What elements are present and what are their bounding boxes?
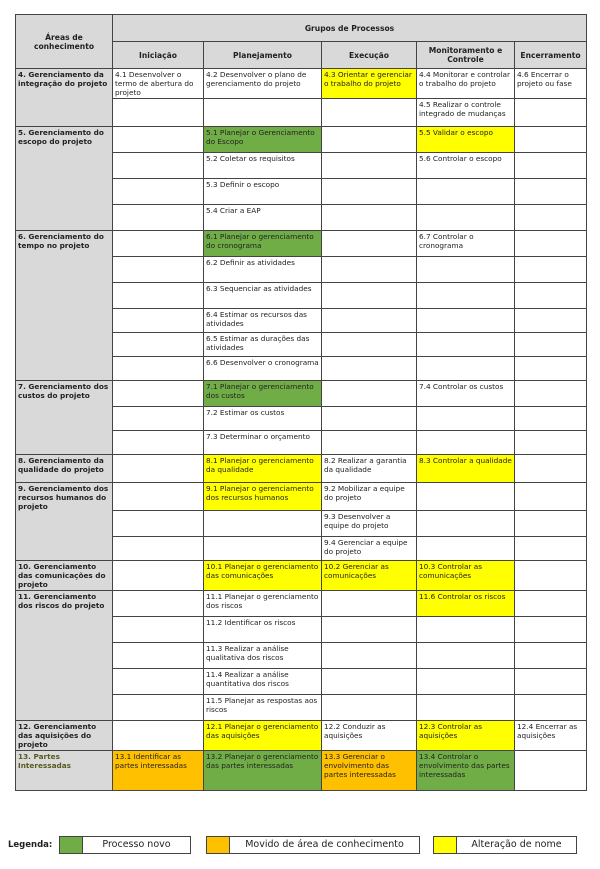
table-row <box>16 69 587 99</box>
process-cell-executing: 9.3 Desenvolver a equipe do projeto <box>322 511 417 537</box>
process-cell-planning: 6.5 Estimar as durações das atividades <box>204 333 322 357</box>
process-cell-planning: 4.2 Desenvolver o plano de gerenciamento do projeto <box>204 69 322 99</box>
process-cell-monitoring: 7.4 Controlar os custos <box>417 381 515 407</box>
process-cell-closing <box>515 407 587 431</box>
process-cell-closing <box>515 617 587 643</box>
process-cell-planning: 11.2 Identificar os riscos <box>204 617 322 643</box>
process-cell-initiating <box>113 283 204 309</box>
process-cell-initiating <box>113 381 204 407</box>
legend-item-renamed <box>433 836 577 854</box>
process-cell-monitoring: 10.3 Controlar as comunicações <box>417 561 515 591</box>
knowledge-area-cell: 7. Gerenciamento dos custos do projeto <box>16 381 113 455</box>
process-cell-initiating: 13.1 Identificar as partes interessadas <box>113 751 204 791</box>
process-cell-monitoring: 8.3 Controlar a qualidade <box>417 455 515 483</box>
process-cell-executing <box>322 283 417 309</box>
process-cell-initiating <box>113 591 204 617</box>
process-cell-executing <box>322 333 417 357</box>
knowledge-area-cell: 5. Gerenciamento do escopo do projeto <box>16 127 113 231</box>
process-cell-closing: 12.4 Encerrar as aquisições <box>515 721 587 751</box>
process-cell-closing <box>515 153 587 179</box>
process-cell-executing <box>322 231 417 257</box>
process-cell-closing <box>515 231 587 257</box>
process-cell-initiating <box>113 537 204 561</box>
col-header-planning: Planejamento <box>204 42 322 69</box>
process-cell-executing: 10.2 Gerenciar as comunicações <box>322 561 417 591</box>
process-cell-planning <box>204 511 322 537</box>
process-cell-planning <box>204 99 322 127</box>
legend <box>8 836 588 856</box>
process-cell-monitoring: 5.6 Controlar o escopo <box>417 153 515 179</box>
table-row <box>16 483 587 511</box>
process-cell-executing: 8.2 Realizar a garantia da qualidade <box>322 455 417 483</box>
process-cell-monitoring <box>417 643 515 669</box>
knowledge-area-cell: 12. Gerenciamento das aquisições do projeto <box>16 721 113 751</box>
process-cell-planning: 7.3 Determinar o orçamento <box>204 431 322 455</box>
process-cell-planning <box>204 537 322 561</box>
process-cell-executing <box>322 591 417 617</box>
process-groups-header: Grupos de Processos <box>113 15 587 42</box>
process-cell-monitoring <box>417 333 515 357</box>
process-cell-planning: 6.4 Estimar os recursos das atividades <box>204 309 322 333</box>
knowledge-area-cell: 10. Gerenciamento das comunicações do projeto <box>16 561 113 591</box>
table-row <box>16 231 587 257</box>
process-cell-planning: 13.2 Planejar o gerenciamento das partes interessadas <box>204 751 322 791</box>
legend-title: Legenda: <box>8 840 53 850</box>
process-cell-initiating <box>113 309 204 333</box>
process-cell-executing <box>322 695 417 721</box>
process-cell-monitoring: 12.3 Controlar as aquisições <box>417 721 515 751</box>
process-cell-executing <box>322 643 417 669</box>
process-cell-monitoring <box>417 617 515 643</box>
process-cell-closing <box>515 561 587 591</box>
table-row <box>16 127 587 153</box>
process-cell-monitoring: 11.6 Controlar os riscos <box>417 591 515 617</box>
process-cell-monitoring <box>417 483 515 511</box>
process-cell-closing <box>515 431 587 455</box>
knowledge-area-cell: 6. Gerenciamento do tempo no projeto <box>16 231 113 381</box>
table-row <box>16 721 587 751</box>
process-cell-planning: 5.3 Definir o escopo <box>204 179 322 205</box>
process-cell-closing <box>515 455 587 483</box>
legend-item-moved <box>206 836 420 854</box>
process-cell-planning: 8.1 Planejar o gerenciamento da qualidade <box>204 455 322 483</box>
process-cell-initiating <box>113 483 204 511</box>
process-cell-planning: 7.1 Planejar o gerenciamento dos custos <box>204 381 322 407</box>
process-cell-initiating <box>113 257 204 283</box>
processes-matrix <box>15 14 586 791</box>
process-cell-executing: 13.3 Gerenciar o envolvimento das partes interessadas <box>322 751 417 791</box>
process-cell-monitoring: 6.7 Controlar o cronograma <box>417 231 515 257</box>
legend-swatch-renamed <box>434 837 457 853</box>
knowledge-area-cell: 8. Gerenciamento da qualidade do projeto <box>16 455 113 483</box>
process-cell-initiating <box>113 179 204 205</box>
process-cell-closing <box>515 205 587 231</box>
process-cell-monitoring <box>417 357 515 381</box>
process-cell-monitoring <box>417 179 515 205</box>
process-cell-initiating <box>113 561 204 591</box>
process-cell-initiating <box>113 511 204 537</box>
process-cell-executing <box>322 127 417 153</box>
process-cell-executing: 4.3 Orientar e gerenciar o trabalho do projeto <box>322 69 417 99</box>
process-cell-initiating <box>113 643 204 669</box>
knowledge-area-cell: 11. Gerenciamento dos riscos do projeto <box>16 591 113 721</box>
process-cell-closing <box>515 283 587 309</box>
process-cell-initiating <box>113 205 204 231</box>
process-cell-initiating <box>113 153 204 179</box>
table-row <box>16 381 587 407</box>
process-cell-closing <box>515 257 587 283</box>
process-cell-planning: 9.1 Planejar o gerenciamento dos recursos humanos <box>204 483 322 511</box>
process-cell-initiating <box>113 455 204 483</box>
legend-label-new: Processo novo <box>102 839 171 850</box>
process-cell-monitoring <box>417 205 515 231</box>
legend-swatch-new <box>60 837 83 853</box>
col-header-monitoring: Monitoramento e Controle <box>417 42 515 69</box>
process-cell-closing <box>515 511 587 537</box>
table-row <box>16 751 587 791</box>
process-cell-monitoring <box>417 695 515 721</box>
legend-label-renamed: Alteração de nome <box>471 839 562 850</box>
process-cell-planning: 10.1 Planejar o gerenciamento das comunicações <box>204 561 322 591</box>
process-cell-planning: 12.1 Planejar o gerenciamento das aquisições <box>204 721 322 751</box>
process-cell-initiating <box>113 721 204 751</box>
process-cell-executing <box>322 357 417 381</box>
process-cell-executing <box>322 617 417 643</box>
process-cell-planning: 5.4 Criar a EAP <box>204 205 322 231</box>
table-row <box>16 561 587 591</box>
process-cell-executing <box>322 257 417 283</box>
process-cell-initiating <box>113 431 204 455</box>
process-cell-planning: 6.3 Sequenciar as atividades <box>204 283 322 309</box>
process-cell-planning: 6.1 Planejar o gerenciamento do cronograma <box>204 231 322 257</box>
process-cell-executing: 9.2 Mobilizar a equipe do projeto <box>322 483 417 511</box>
process-cell-planning: 6.6 Desenvolver o cronograma <box>204 357 322 381</box>
knowledge-area-cell: 9. Gerenciamento dos recursos humanos do projeto <box>16 483 113 561</box>
process-cell-initiating <box>113 669 204 695</box>
process-cell-monitoring <box>417 309 515 333</box>
process-cell-executing: 12.2 Conduzir as aquisições <box>322 721 417 751</box>
col-header-executing: Execução <box>322 42 417 69</box>
process-cell-monitoring <box>417 537 515 561</box>
areas-header: Áreas de conhecimento <box>16 15 113 69</box>
process-cell-monitoring: 13.4 Controlar o envolvimento das partes interessadas <box>417 751 515 791</box>
knowledge-area-cell: 4. Gerenciamento da integração do projeto <box>16 69 113 127</box>
process-cell-closing <box>515 643 587 669</box>
process-cell-initiating <box>113 695 204 721</box>
col-header-closing: Encerramento <box>515 42 587 69</box>
process-cell-closing <box>515 537 587 561</box>
process-cell-executing <box>322 153 417 179</box>
process-cell-closing <box>515 309 587 333</box>
process-cell-planning: 6.2 Definir as atividades <box>204 257 322 283</box>
legend-label-moved: Movido de área de conhecimento <box>245 839 404 850</box>
process-cell-planning: 11.4 Realizar a análise quantitativa dos riscos <box>204 669 322 695</box>
process-cell-executing: 9.4 Gerenciar a equipe do projeto <box>322 537 417 561</box>
col-header-initiating: Iniciação <box>113 42 204 69</box>
process-cell-executing <box>322 99 417 127</box>
knowledge-areas-table <box>15 14 587 791</box>
process-cell-closing <box>515 669 587 695</box>
process-cell-initiating <box>113 617 204 643</box>
process-cell-initiating: 4.1 Desenvolver o termo de abertura do projeto <box>113 69 204 99</box>
process-cell-planning: 7.2 Estimar os custos <box>204 407 322 431</box>
process-cell-monitoring <box>417 407 515 431</box>
process-cell-monitoring: 4.5 Realizar o controle integrado de mudanças <box>417 99 515 127</box>
process-cell-executing <box>322 669 417 695</box>
table-row <box>16 591 587 617</box>
table-row <box>16 455 587 483</box>
process-cell-closing <box>515 99 587 127</box>
table-body <box>16 69 587 791</box>
process-cell-planning: 11.1 Planejar o gerenciamento dos riscos <box>204 591 322 617</box>
process-cell-closing <box>515 591 587 617</box>
process-cell-monitoring <box>417 283 515 309</box>
process-cell-initiating <box>113 357 204 381</box>
process-cell-initiating <box>113 333 204 357</box>
process-cell-monitoring: 5.5 Validar o escopo <box>417 127 515 153</box>
process-cell-executing <box>322 381 417 407</box>
process-cell-closing <box>515 381 587 407</box>
process-cell-executing <box>322 205 417 231</box>
legend-item-new <box>59 836 191 854</box>
process-cell-initiating <box>113 127 204 153</box>
process-cell-initiating <box>113 99 204 127</box>
knowledge-area-cell: 13. Partes Interessadas <box>16 751 113 791</box>
process-cell-closing <box>515 333 587 357</box>
process-cell-closing <box>515 695 587 721</box>
process-cell-monitoring <box>417 257 515 283</box>
process-cell-closing <box>515 179 587 205</box>
process-cell-closing <box>515 357 587 381</box>
process-cell-closing <box>515 127 587 153</box>
legend-swatch-moved <box>207 837 230 853</box>
process-cell-planning: 11.3 Realizar a análise qualitativa dos riscos <box>204 643 322 669</box>
process-cell-monitoring: 4.4 Monitorar e controlar o trabalho do projeto <box>417 69 515 99</box>
process-cell-planning: 5.2 Coletar os requisitos <box>204 153 322 179</box>
process-cell-initiating <box>113 231 204 257</box>
process-cell-closing: 4.6 Encerrar o projeto ou fase <box>515 69 587 99</box>
process-cell-monitoring <box>417 511 515 537</box>
process-cell-executing <box>322 407 417 431</box>
process-cell-executing <box>322 309 417 333</box>
process-cell-initiating <box>113 407 204 431</box>
process-cell-executing <box>322 431 417 455</box>
process-cell-monitoring <box>417 669 515 695</box>
process-cell-planning: 5.1 Planejar o Gerenciamento do Escopo <box>204 127 322 153</box>
process-cell-closing <box>515 483 587 511</box>
process-cell-executing <box>322 179 417 205</box>
process-cell-monitoring <box>417 431 515 455</box>
process-cell-closing <box>515 751 587 791</box>
process-cell-planning: 11.5 Planejar as respostas aos riscos <box>204 695 322 721</box>
